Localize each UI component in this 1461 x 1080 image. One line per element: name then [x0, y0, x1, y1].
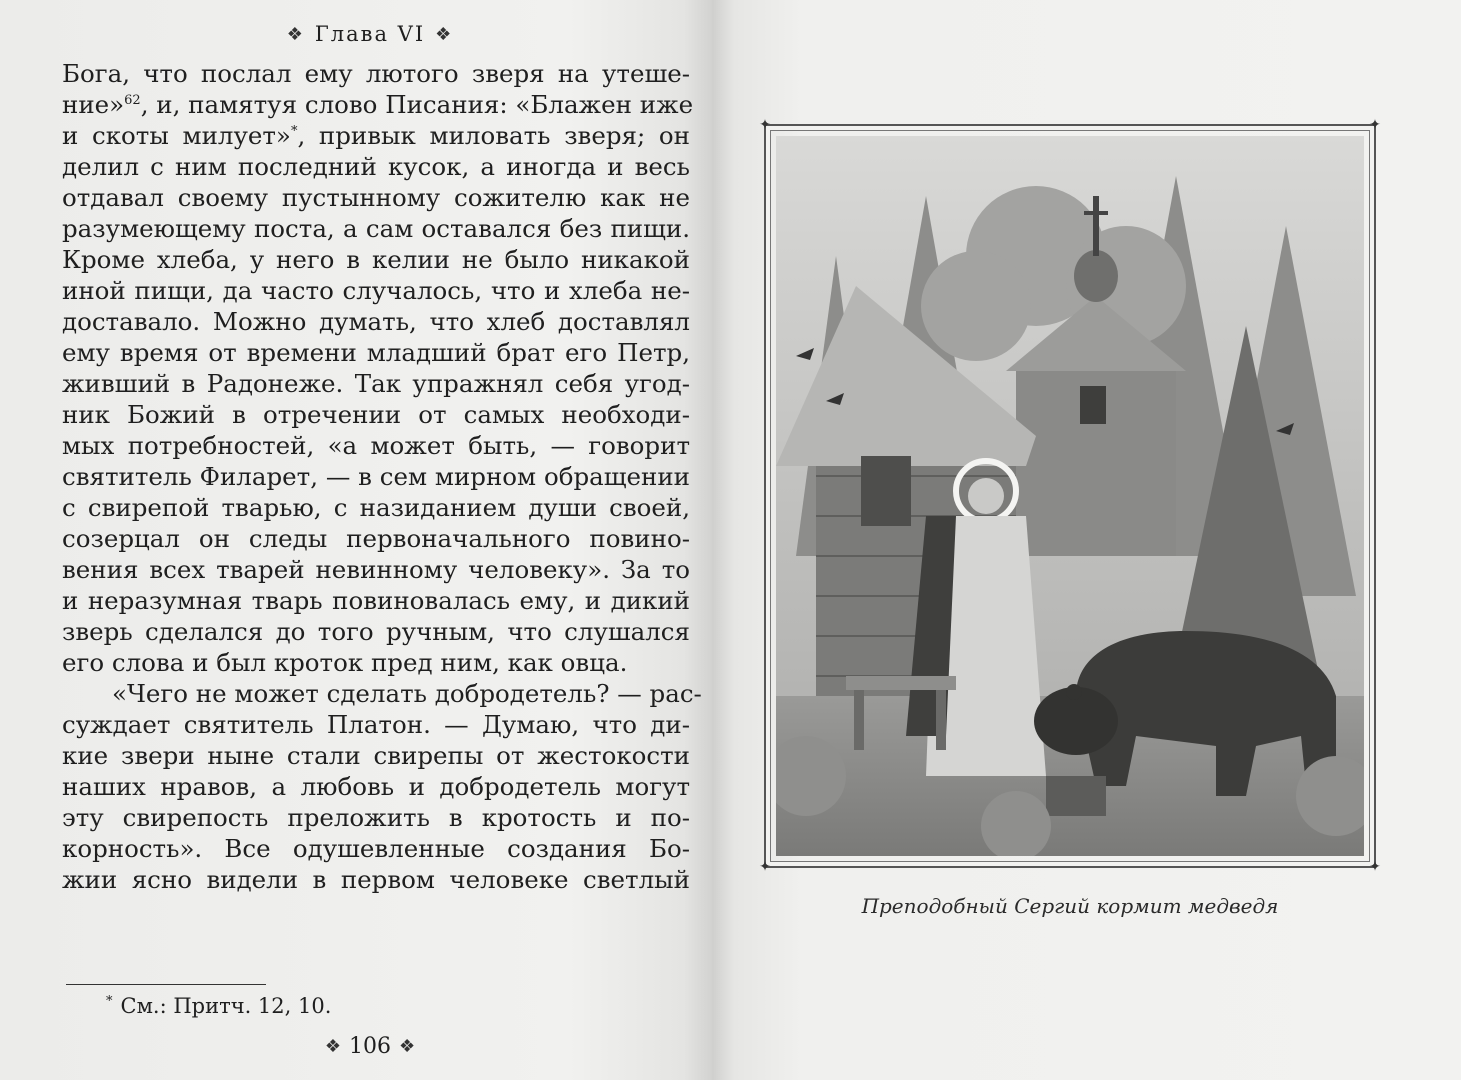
- page-number-value: 106: [349, 1034, 391, 1059]
- text-line: корность». Все одушевленные создания Бо-: [62, 834, 690, 863]
- running-head-title: Глава VI: [314, 22, 426, 46]
- text-line: наших нравов, а любовь и добродетель могут: [62, 772, 690, 801]
- text-line: вения всех тварей невинному человеку». За то: [62, 555, 690, 584]
- footnote-rule: [66, 984, 266, 985]
- ornament-right-icon: ❖: [435, 23, 454, 45]
- illustration-caption: Преподобный Сергий кормит медведя: [861, 894, 1279, 918]
- text-line: доставало. Можно думать, что хлеб доставлял: [62, 307, 690, 336]
- text-line: созерцал он следы первоначального повино-: [62, 524, 690, 553]
- folio-ornament-left-icon: ❖: [324, 1036, 341, 1057]
- text-line: отдавал своему пустынному сожителю как не: [62, 183, 690, 212]
- text-line: живший в Радонеже. Так упражнял себя угод-: [62, 369, 690, 398]
- running-head: [0, 22, 740, 46]
- text-line: эту свирепость преложить в кротость и по-: [62, 803, 690, 832]
- text-line: Кроме хлеба, у него в келии не было никакой: [62, 245, 690, 274]
- text-line: зверь сделался до того ручным, что слушался: [62, 617, 690, 646]
- text-line: делил с ним последний кусок, а иногда и весь: [62, 152, 690, 181]
- text-line: Бога, что послал ему лютого зверя на утеше-: [62, 59, 690, 88]
- illustration-artwork: [776, 136, 1364, 856]
- folio-ornament-right-icon: ❖: [399, 1036, 416, 1057]
- text-line: с свирепой тварью, с назиданием души своей,: [62, 493, 690, 522]
- text-line: разумеющему поста, а сам оставался без пищи.: [62, 214, 690, 243]
- text-line: «Чего не может сделать добродетель? — рас-: [112, 679, 702, 708]
- illustration: [776, 136, 1364, 856]
- frame-corner-ornament-icon: ✦: [759, 859, 771, 875]
- footnote-mark: *: [106, 994, 113, 1009]
- frame-corner-ornament-icon: ✦: [1369, 117, 1381, 133]
- left-page: [0, 0, 712, 1080]
- footnote-text: См.: Притч. 12, 10.: [120, 994, 332, 1018]
- text-line: ние»$^{62}$, и, памятуя слово Писания: «Блажен иже: [62, 90, 694, 119]
- right-page: [712, 0, 1461, 1080]
- text-line: иной пищи, да часто случалось, что и хлеба не-: [62, 276, 690, 305]
- text-line: кие звери ныне стали свирепы от жестокости: [62, 741, 690, 770]
- footnote: [106, 994, 331, 1018]
- ornament-left-icon: ❖: [286, 23, 305, 45]
- text-line: мых потребностей, «а может быть, — говорит: [62, 431, 690, 460]
- frame-corner-ornament-icon: ✦: [1369, 859, 1381, 875]
- text-line: ему время от времени младший брат его Петр,: [62, 338, 690, 367]
- frame-corner-ornament-icon: ✦: [759, 117, 771, 133]
- text-line: ник Божий в отречении от самых необходи-: [62, 400, 690, 429]
- text-line: суждает святитель Платон. — Думаю, что ди-: [62, 710, 690, 739]
- text-line: и скоты милует»*, привык миловать зверя; он: [62, 121, 690, 150]
- text-line: жии ясно видели в первом человеке светлый: [62, 865, 690, 894]
- text-line: и неразумная тварь повиновалась ему, и дикий: [62, 586, 690, 615]
- text-line: святитель Филарет, — в сем мирном обращении: [62, 462, 690, 491]
- body-text: [62, 58, 702, 895]
- text-line: его слова и был кроток пред ним, как овца.: [62, 648, 628, 677]
- illustration-frame: [759, 117, 1381, 875]
- page-number: [300, 1034, 440, 1059]
